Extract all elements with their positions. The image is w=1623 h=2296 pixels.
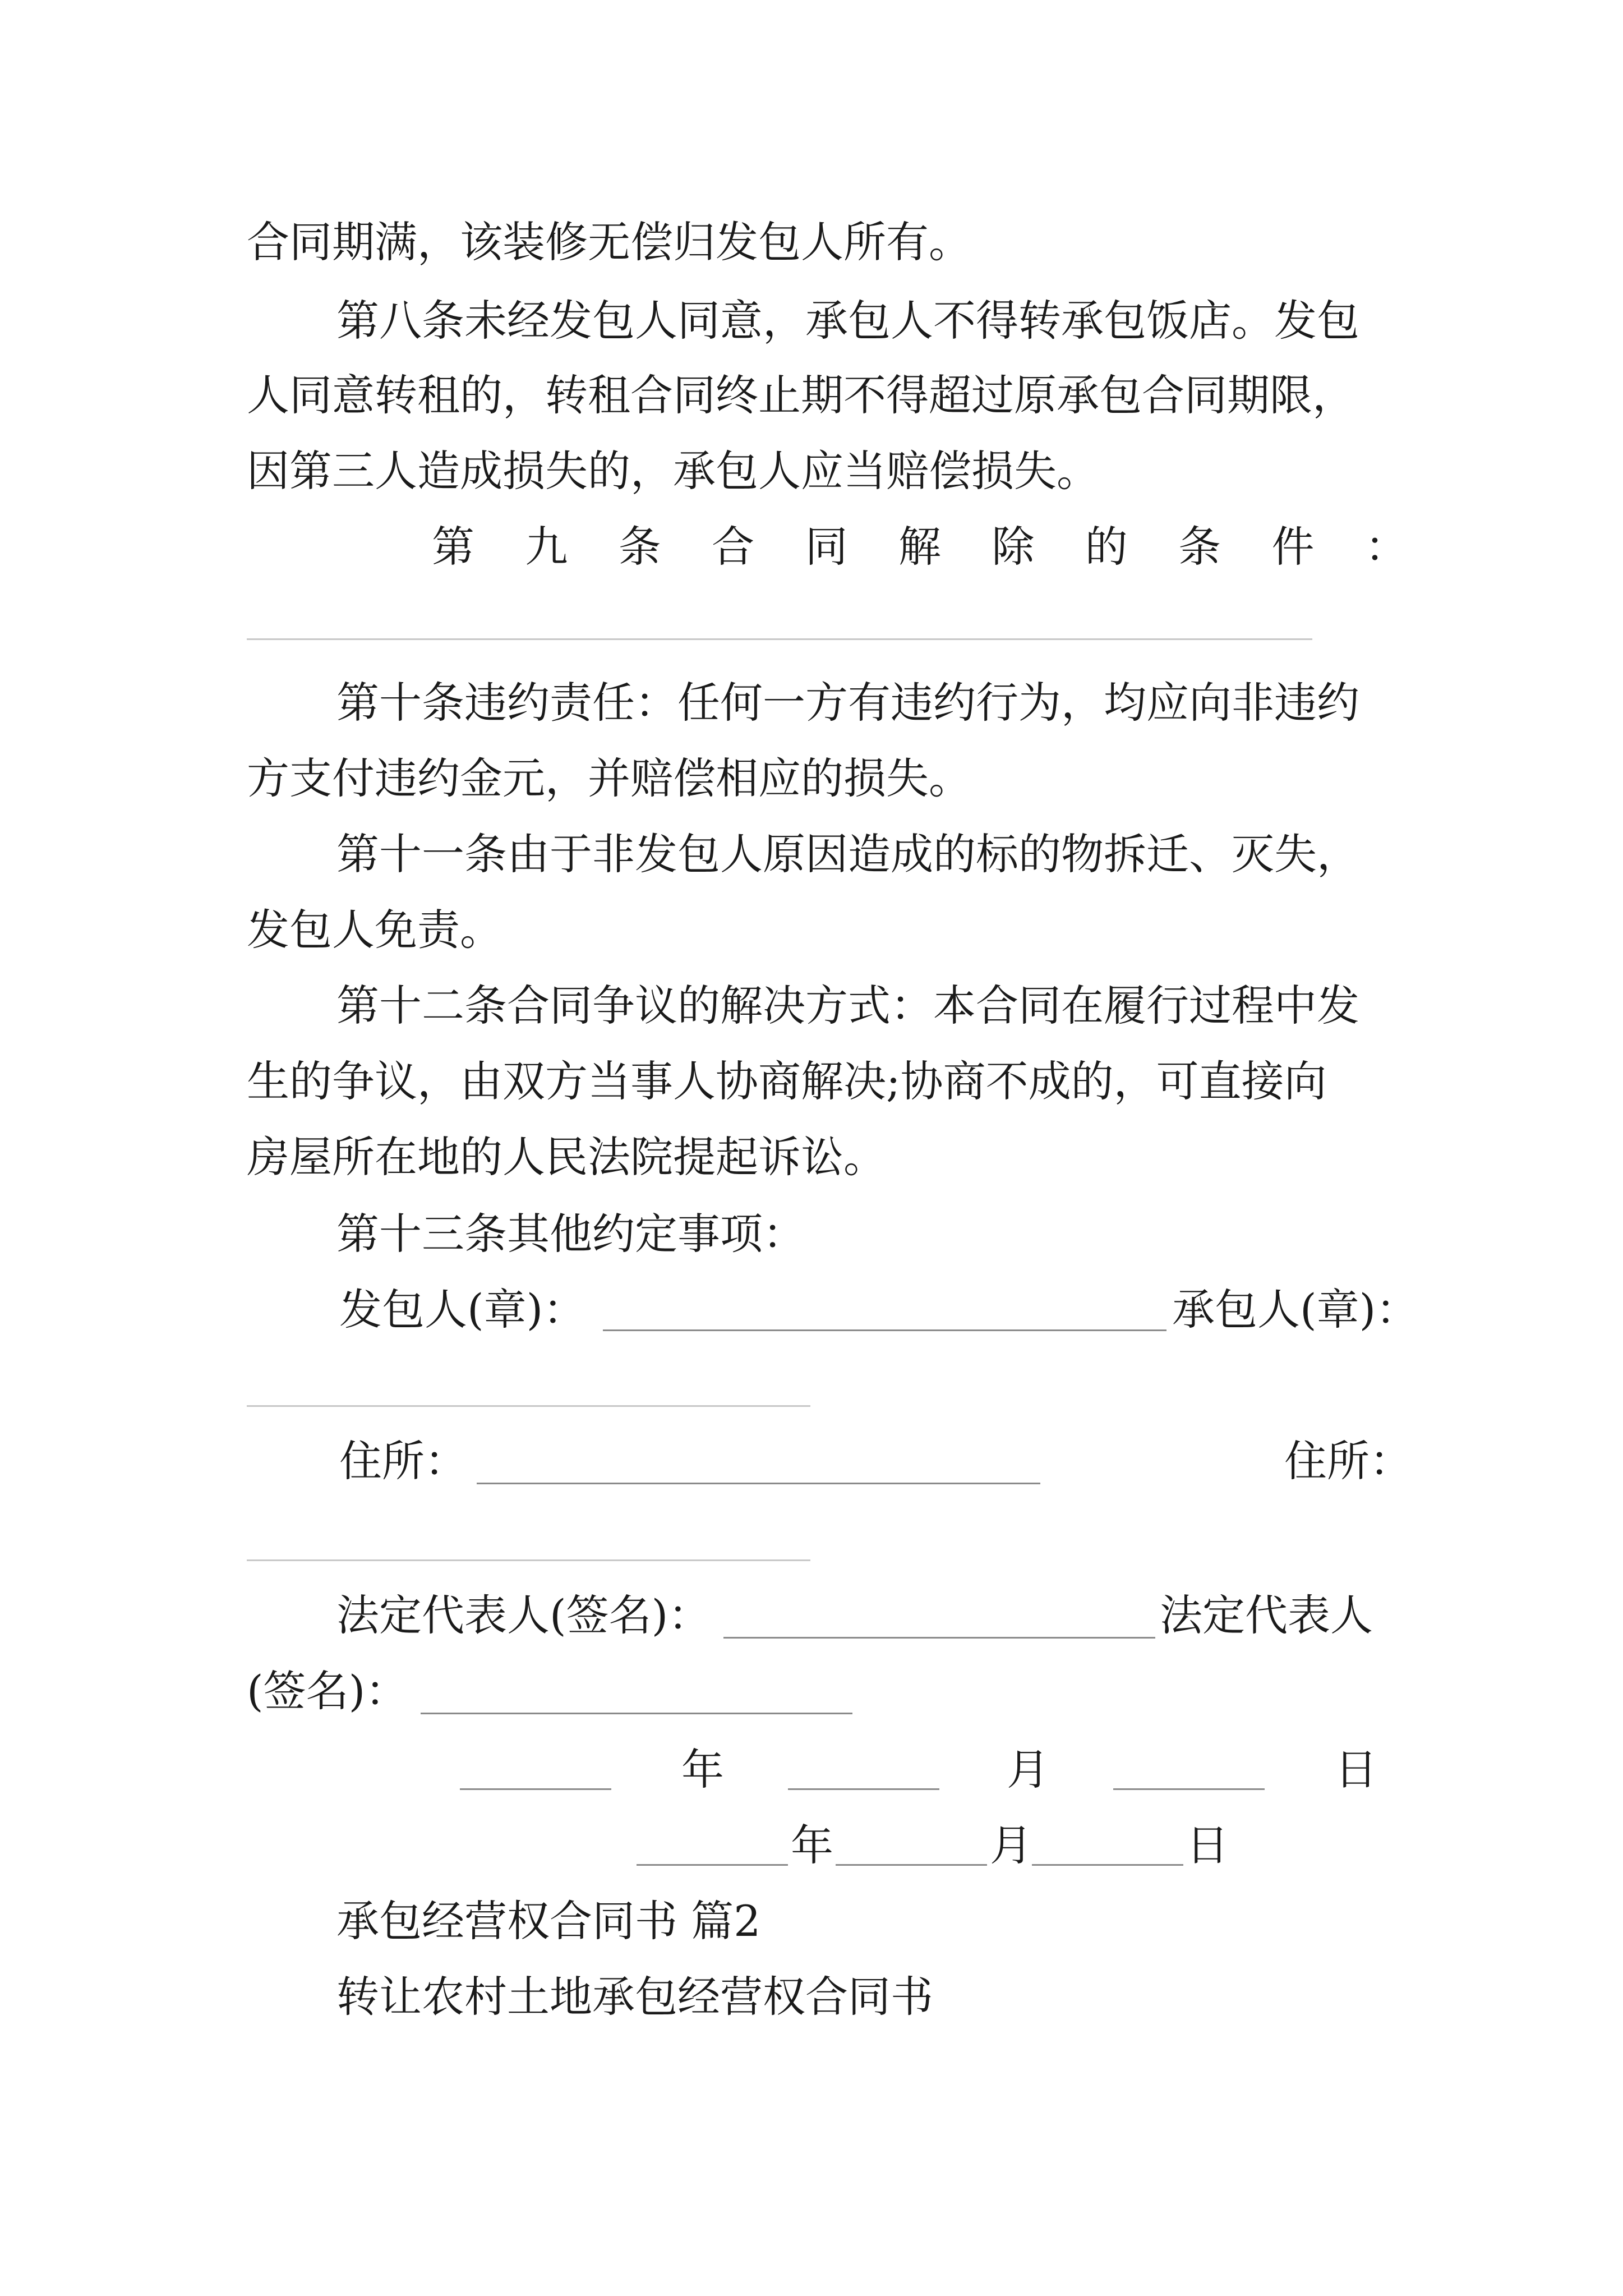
article-9-char: 第 bbox=[432, 522, 474, 572]
date-b-day-blank[interactable] bbox=[1032, 1864, 1183, 1866]
article-11-line: 第十一条由于非发包人原因造成的标的物拆迁、灭失， bbox=[336, 829, 1359, 879]
address-a-label: 住所： bbox=[339, 1436, 467, 1486]
article-9-char: 九 bbox=[525, 522, 568, 572]
article-9-char: 合 bbox=[712, 522, 755, 572]
fill-in-line bbox=[247, 638, 1312, 640]
date-b-day-label: 日 bbox=[1186, 1820, 1229, 1870]
date-b-month-label: 月 bbox=[990, 1820, 1032, 1870]
date-a-month-label: 月 bbox=[1007, 1745, 1049, 1795]
article-9-char: 同 bbox=[805, 522, 848, 572]
rep-b-label: 法定代表人 bbox=[1160, 1590, 1373, 1640]
date-a-day-label: 日 bbox=[1335, 1745, 1377, 1795]
article-9-char: 条 bbox=[1178, 522, 1221, 572]
article-12-line: 房屋所在地的人民法院提起诉讼。 bbox=[247, 1132, 886, 1182]
rep-a-label: 法定代表人(签名)： bbox=[336, 1590, 711, 1640]
rep-a-line[interactable] bbox=[723, 1637, 1155, 1639]
date-b-year-label: 年 bbox=[791, 1820, 833, 1870]
article-13-line: 第十三条其他约定事项： bbox=[336, 1209, 805, 1259]
article-9-char: 条 bbox=[618, 522, 661, 572]
party-b-label: 承包人(章)： bbox=[1172, 1285, 1419, 1335]
article-9-heading bbox=[432, 519, 1408, 575]
address-b-label: 住所： bbox=[1284, 1436, 1412, 1486]
date-a-year-label: 年 bbox=[681, 1745, 724, 1795]
article-9-char: ： bbox=[1364, 522, 1408, 572]
date-a-month-blank[interactable] bbox=[788, 1788, 939, 1790]
paragraph-line: 合同期满，该装修无偿归发包人所有。 bbox=[247, 217, 971, 267]
article-10-line: 第十条违约责任：任何一方有违约行为，均应向非违约 bbox=[336, 678, 1359, 728]
article-10-line: 方支付违约金元，并赔偿相应的损失。 bbox=[247, 753, 971, 803]
section-heading: 承包经营权合同书 篇2 bbox=[336, 1896, 761, 1946]
date-a-year-blank[interactable] bbox=[460, 1788, 611, 1790]
party-a-signature-line[interactable] bbox=[603, 1329, 1166, 1331]
article-8-line: 因第三人造成损失的，承包人应当赔偿损失。 bbox=[247, 446, 1099, 496]
article-12-line: 第十二条合同争议的解决方式：本合同在履行过程中发 bbox=[336, 981, 1359, 1030]
article-8-line: 人同意转租的，转租合同终止期不得超过原承包合同期限， bbox=[247, 370, 1355, 420]
section-subheading: 转让农村土地承包经营权合同书 bbox=[336, 1972, 933, 2022]
rep-b-label-cont: (签名)： bbox=[247, 1666, 408, 1716]
party-a-label: 发包人(章)： bbox=[339, 1285, 586, 1335]
article-9-char: 除 bbox=[992, 522, 1035, 572]
article-11-line: 发包人免责。 bbox=[247, 905, 502, 955]
article-12-line: 生的争议，由双方当事人协商解决;协商不成的，可直接向 bbox=[247, 1056, 1327, 1106]
address-a-line[interactable] bbox=[477, 1483, 1040, 1484]
article-8-line: 第八条未经发包人同意，承包人不得转承包饭店。发包 bbox=[336, 296, 1359, 346]
article-9-char: 解 bbox=[898, 522, 941, 572]
date-b-year-blank[interactable] bbox=[637, 1864, 788, 1866]
article-9-char: 的 bbox=[1085, 522, 1128, 572]
date-b-month-blank[interactable] bbox=[836, 1864, 987, 1866]
address-b-line[interactable] bbox=[247, 1559, 810, 1561]
date-a-day-blank[interactable] bbox=[1113, 1788, 1265, 1790]
article-9-char: 件 bbox=[1271, 522, 1315, 572]
rep-b-line[interactable] bbox=[421, 1713, 852, 1714]
party-b-signature-line[interactable] bbox=[247, 1405, 810, 1407]
